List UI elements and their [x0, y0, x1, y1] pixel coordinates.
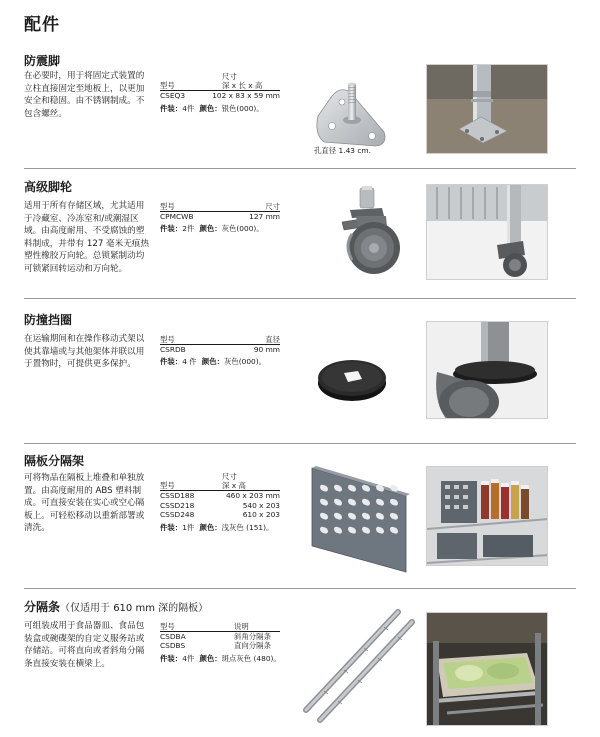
section-title: 高级脚轮	[24, 180, 73, 194]
model-cell: CSSD218	[160, 500, 195, 510]
size-cell: 460 x 203 mm	[225, 491, 280, 500]
section-description: 可将物品在隔板上堆叠和单独放置。由高度耐用的 ABS 塑料制成。可直接安装在实心或空心隔板上。可轻松移动以重新部署或清洗。	[24, 473, 145, 534]
spec-header	[160, 335, 280, 345]
size-cell: 102 x 83 x 59 mm	[212, 91, 280, 100]
section-description: 在必要时，用于将固定式装置的立柱直接固定至地板上，以更加安全和稳固。由不锈钢制成。不包含螺丝。	[24, 71, 145, 119]
spec-row	[160, 641, 280, 651]
size-cell: 610 x 203	[242, 510, 280, 520]
col-model-header: 型号	[160, 335, 175, 344]
pack-color-line: 件装：1件 颜色：浅灰色 (151)。	[160, 522, 274, 532]
spec-row	[160, 632, 280, 642]
divider-bar-photo	[426, 612, 548, 726]
spec-row	[160, 491, 280, 501]
divider	[24, 298, 576, 299]
spec-row	[160, 510, 280, 520]
col-model-header: 型号	[160, 481, 175, 490]
spec-header	[160, 472, 280, 491]
col-desc-header: 说明	[234, 622, 249, 631]
section-title	[24, 598, 208, 615]
bumper-ring-product-image	[312, 347, 392, 407]
col-size-header: 直径	[265, 335, 280, 344]
section-description: 适用于所有存储区域，尤其适用于冷藏室、冷冻室和/或潮湿区域。由高度耐用、不受腐蚀的塑料制成，并带有 127 毫米无痕热塑性橡胶万向轮。总锁紧制动均可锁紧回转运动和万向轮。	[24, 201, 149, 274]
spec-header	[160, 622, 280, 632]
col-model-header: 型号	[160, 81, 175, 90]
model-cell: CSDBS	[160, 641, 186, 651]
seismic-foot-photo	[426, 64, 548, 154]
model-cell: CSEQ3	[160, 91, 186, 100]
col-model-header: 型号	[160, 622, 175, 631]
spec-header	[160, 202, 280, 212]
desc-cell: 直向分隔条	[234, 641, 271, 651]
shelf-divider-photo	[426, 466, 548, 566]
caster-photo	[426, 184, 548, 280]
section-title-main: 分隔条	[24, 600, 61, 614]
spec-table	[160, 622, 280, 663]
section-title: 隔板分隔架	[24, 454, 85, 468]
section-title: 防震脚	[24, 54, 61, 68]
divider	[24, 168, 576, 169]
section-bumper	[24, 311, 576, 426]
pack-color-line: 件装：2件 颜色：灰色(000)。	[160, 224, 264, 234]
section-description: 可组装成用于食品器皿、食品包装盒或碗碟架的自定义服务站或存储站。可将直向或者斜角分隔条直接安装在横梁上。	[24, 621, 145, 669]
spec-row	[160, 91, 280, 101]
size-cell: 127 mm	[249, 211, 280, 221]
section-title: 防撞挡圈	[24, 313, 73, 327]
section-divider-bar	[24, 598, 576, 734]
section-seismic-feet	[24, 52, 576, 162]
section-description: 在运输期间和在操作移动式架以使其靠墙或与其他架体并联以用于置物时，可提供更多保护。	[24, 334, 145, 370]
section-premium-casters	[24, 178, 576, 288]
col-size-header: 尺寸 深 x 高	[222, 472, 246, 490]
page-title: 配件	[24, 15, 60, 35]
divider	[24, 443, 576, 444]
model-cell: CPMCWB	[160, 211, 194, 221]
divider-panel-product-image	[306, 466, 414, 574]
pack-color-line: 件装：4件 颜色：银色(000)。	[160, 103, 264, 113]
size-cell: 540 x 203	[242, 500, 280, 510]
spec-table	[160, 472, 280, 532]
desc-cell: 斜角分隔条	[234, 631, 271, 641]
spec-table	[160, 72, 280, 113]
model-cell: CSRDB	[160, 344, 186, 354]
divider-bars-product-image	[294, 606, 418, 726]
section-shelf-divider	[24, 452, 576, 578]
bumper-photo	[426, 321, 548, 419]
col-size-header: 尺寸 深 x 长 x 高	[222, 72, 263, 90]
section-title-note: （仅适用于 610 mm 深的隔板）	[60, 603, 209, 614]
spec-table	[160, 202, 280, 234]
divider	[24, 588, 576, 589]
pack-color-line: 件装：4件 颜色：斑点灰色 (480)。	[160, 653, 281, 663]
pack-color-line: 件装：4 件 颜色：灰色(000)。	[160, 357, 267, 367]
model-cell: CSSD248	[160, 510, 195, 520]
size-cell: 90 mm	[253, 344, 280, 354]
caster-product-image	[316, 186, 412, 282]
spec-table	[160, 335, 280, 367]
model-cell: CSSD188	[160, 491, 195, 500]
spec-header	[160, 72, 280, 91]
hole-diameter-caption: 孔直径 1.43 cm.	[314, 146, 371, 155]
spec-row	[160, 345, 280, 355]
spec-row	[160, 501, 280, 511]
col-size-header: 尺寸	[265, 202, 280, 211]
spec-row	[160, 212, 280, 222]
col-model-header: 型号	[160, 202, 175, 211]
model-cell: CSDBA	[160, 631, 186, 641]
